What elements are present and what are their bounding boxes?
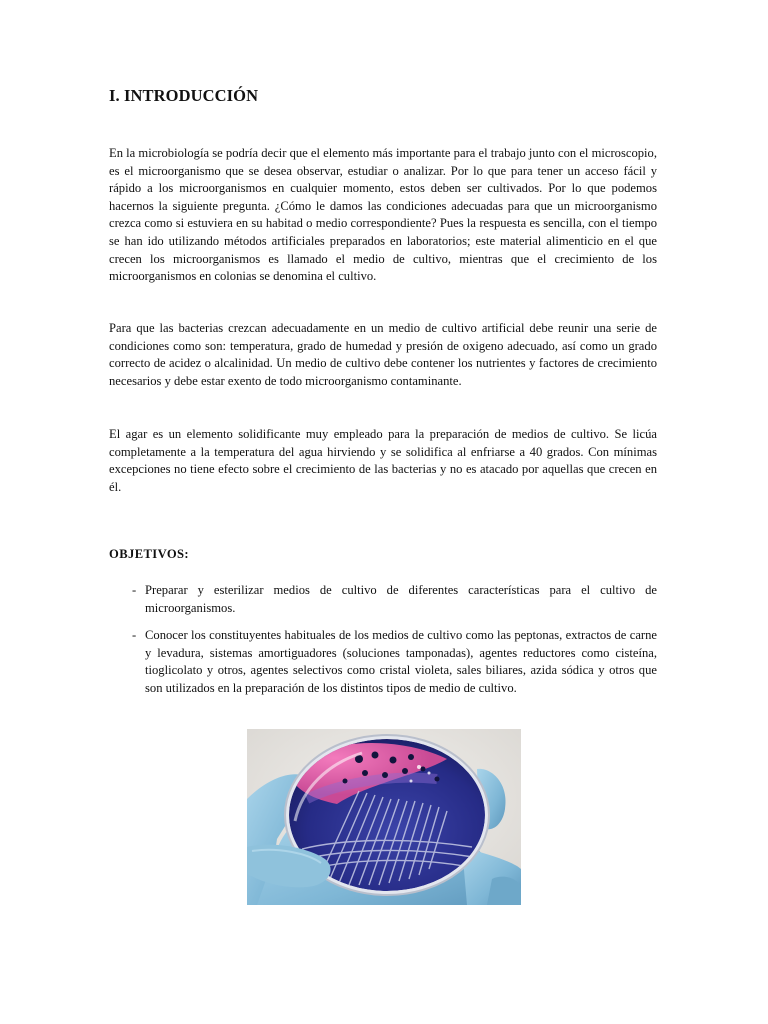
objectives-list [109, 582, 657, 708]
section-heading: I. INTRODUCCIÓN [109, 86, 259, 105]
list-dash: - [132, 628, 137, 643]
objective-text: Conocer los constituyentes habituales de los medios de cultivo como las peptonas, extractos de carne y levadura, sistemas amortiguadores (soluciones tamponadas), agentes reductores como cisteína, tioglicolato y otros, agentes selectivos como cristal violeta, sales biliares, azida sódica y otros que son utilizados en la preparación de los distintos tipos de medio de cultivo. [145, 628, 657, 695]
intro-paragraph-1: En la microbiología se podría decir que el elemento más importante para el trabajo junto con el microscopio, es el microorganismo que se desea observar, estudiar o analizar. Por lo que para tener un acceso fácil y rápido a los microorganismos en cualquier momento, estos deben ser cultivados. Por lo que podemos hacernos la siguiente pregunta. ¿Cómo le damos las condiciones adecuadas para que un microorganismo crezca como si estuviera en su habitad o medio correspondiente? Pues la respuesta es sencilla, con el tiempo se han ido utilizando métodos artificiales preparados en laboratorios; este material alimenticio en el que crecen los microorganismos es llamado el medio de cultivo, mientras que el crecimiento de los microorganismos en colonias se denomina el cultivo. [109, 146, 657, 284]
intro-paragraph-2: Para que las bacterias crezcan adecuadamente en un medio de cultivo artificial debe reunir una serie de condiciones como son: temperatura, grado de humedad y presión de oxigeno adecuado, así como un grado correcto de acidez o alcalinidad. Un medio de cultivo debe contener los nutrientes y factores de crecimiento necesarios y debe estar exento de todo microorganismo contaminante. [109, 321, 657, 388]
objectives-heading: OBJETIVOS: [109, 547, 190, 561]
objective-item [109, 627, 657, 697]
list-dash: - [132, 583, 137, 597]
objective-item [109, 582, 657, 617]
intro-paragraph-3: El agar es un elemento solidificante muy empleado para la preparación de medios de cultivo. Se licúa completamente a la temperatura del agua hirviendo y se solidifica al enfriarse a 40 grados. Con mínimas excepciones no tiene efecto sobre el crecimiento de las bacterias y no es atacado por aquellas que crecen en él. [109, 427, 657, 494]
objective-text: Preparar y esterilizar medios de cultivo de diferentes características para el cultivo de microorganismos. [145, 583, 657, 615]
petri-dish-photo [247, 729, 521, 905]
